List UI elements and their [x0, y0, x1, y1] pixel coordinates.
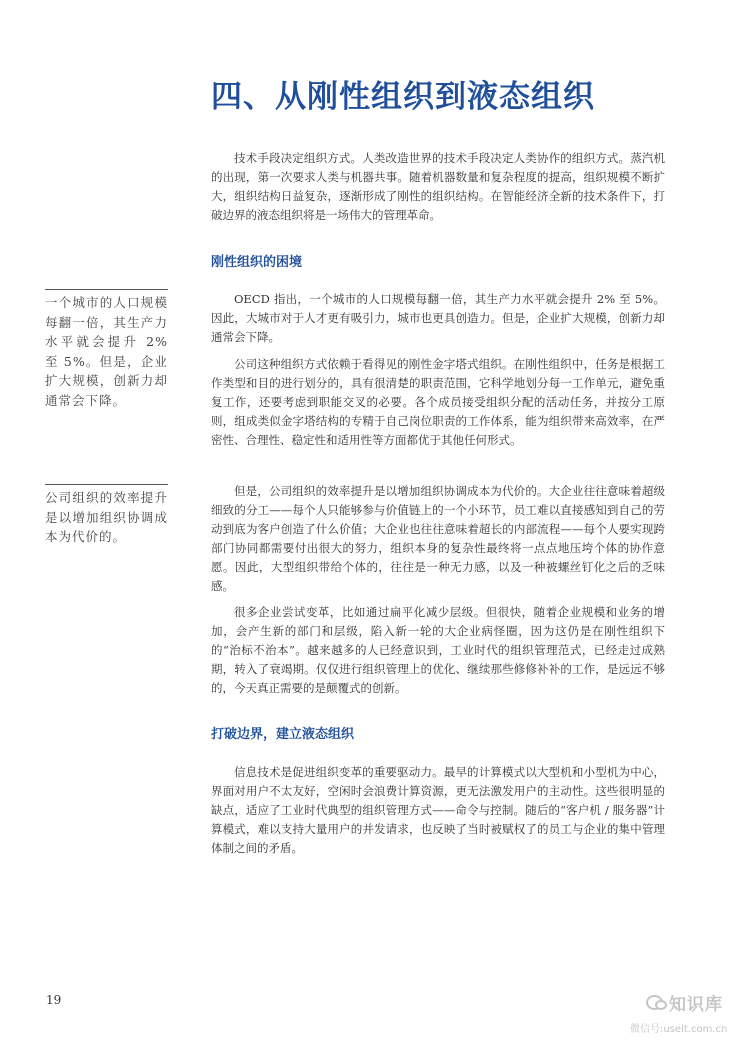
paragraph-cost: 但是，公司组织的效率提升是以增加组织协调成本为代价的。大企业往往意味着超级细致的分工——每个人只能够参与价值链上的一个小环节，员工难以直接感知到自己的劳动到底为客户创造了什么价值；大企业也往往意味着超长的内部流程——每个人要实现跨部门协同都需要付出很大的努力，组织本身的复杂性最终将一点点地压垮个体的协作意愿。因此，大型组织带给个体的，往往是一种无力感，以及一种被螺丝钉化之后的乏味感。	[211, 484, 665, 593]
paragraph-oecd: OECD 指出，一个城市的人口规模每翻一倍，其生产力水平就会提升 2% 至 5%。因此，大城市对于人才更有吸引力，城市也更具创造力。但是，企业扩大规模，创新力却通常会下降。	[211, 292, 665, 344]
wechat-icon	[646, 995, 663, 1010]
watermark-logo	[630, 990, 736, 1015]
pull-quote-city-scale: 一个城市的人口规模每翻一倍，其生产力水平就会提升 2% 至 5%。但是，企业扩大规模，创新力却通常会下降。	[45, 289, 168, 410]
page-number: 19	[46, 993, 62, 1007]
section-heading-rigid-org: 刚性组织的困境	[211, 255, 303, 270]
paragraph-it-driver: 信息技术是促进组织变革的重要驱动力。最早的计算模式以大型机和小型机为中心，界面对用户不太友好，空闲时会浪费计算资源，更无法激发用户的主动性。这些很明显的缺点，适应了工业时代典型的组织管理方式——命令与控制。随后的“客户机 / 服务器”计算模式，难以支持大量用户的并发请求，也反映了当时被赋权了的员工与企业的集中管理体制之间的矛盾。	[211, 765, 665, 855]
watermark	[630, 990, 736, 1035]
page-title: 四、从刚性组织到液态组织	[211, 79, 595, 115]
watermark-name: 知识库	[669, 995, 723, 1015]
watermark-account: 微信号:useit.com.cn	[630, 1024, 728, 1035]
section-heading-liquid-org: 打破边界，建立液态组织	[211, 727, 355, 742]
pull-quote-efficiency: 公司组织的效率提升是以增加组织协调成本为代价的。	[45, 484, 168, 547]
paragraph-reform: 很多企业尝试变革，比如通过扁平化减少层级。但很快，随着企业规模和业务的增加，会产生新的部门和层级，陷入新一轮的大企业病怪圈，因为这仍是在刚性组织下的“治标不治本”。越来越多的人已经意识到，工业时代的组织管理范式，已经走过成熟期，转入了衰竭期。仅仅进行组织管理上的优化、继续那些修修补补的工作，是远远不够的，今天真正需要的是颠覆式的创新。	[211, 605, 665, 695]
paragraph-pyramid: 公司这种组织方式依赖于看得见的刚性金字塔式组织。在刚性组织中，任务是根据工作类型和目的进行划分的，具有很清楚的职责范围，它科学地划分每一工作单元，避免重复工作，还要考虑到职能交叉的必要。各个成员接受组织分配的活动任务，并按分工原则，组成类似金字塔结构的专精于自己岗位职责的工作体系，能为组织带来高效率，在严密性、合理性、稳定性和适用性等方面都优于其他任何形式。	[211, 357, 665, 447]
paragraph-intro: 技术手段决定组织方式。人类改造世界的技术手段决定人类协作的组织方式。蒸汽机的出现，第一次要求人类与机器共事。随着机器数量和复杂程度的提高，组织规模不断扩大，组织结构日益复杂，逐渐形成了刚性的组织结构。在智能经济全新的技术条件下，打破边界的液态组织将是一场伟大的管理革命。	[211, 151, 665, 222]
